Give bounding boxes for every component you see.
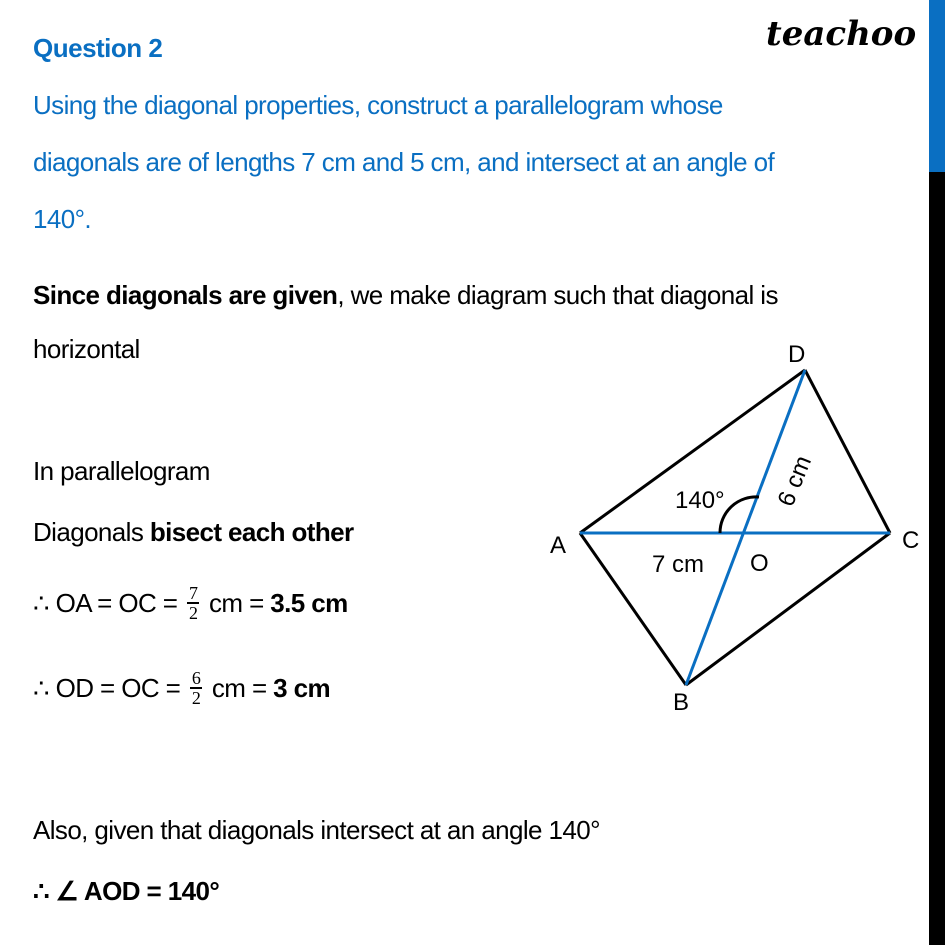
diagonal-bd — [686, 370, 805, 685]
equation-oa-oc — [33, 583, 348, 624]
eq1-denominator: 2 — [188, 603, 198, 623]
bisect-prefix: Diagonals — [33, 517, 150, 547]
sidebar-dark-bar — [929, 172, 945, 945]
vertex-label-d: D — [788, 341, 806, 368]
length-label-7cm: 7 cm — [652, 551, 705, 578]
side-dc — [805, 370, 890, 533]
solution-intro-line2: horizontal — [33, 334, 140, 364]
bisect-bold: bisect each other — [149, 517, 354, 547]
vertex-label-c: C — [902, 527, 920, 554]
equation-od-oc — [33, 668, 331, 709]
angle-arc — [720, 497, 759, 533]
parallelogram-sides — [580, 370, 890, 685]
fraction-7-2 — [187, 584, 199, 622]
also-statement: Also, given that diagonals intersect at an angle 140° — [33, 815, 600, 845]
teachoo-logo: teachoo — [766, 14, 917, 54]
eq1-mid: cm = — [202, 587, 271, 618]
question-title: Question 2 — [33, 33, 163, 63]
solution-intro — [33, 280, 778, 311]
vertex-label-b: B — [673, 689, 690, 716]
intro-rest: , we make diagram such that diagonal is — [337, 280, 778, 310]
diagonals — [580, 370, 890, 685]
eq1-numerator: 7 — [188, 583, 198, 603]
eq2-mid: cm = — [205, 672, 274, 703]
fraction-6-2 — [190, 669, 202, 707]
side-cb — [686, 533, 890, 685]
length-label-6cm: 6 cm — [772, 451, 818, 511]
sidebar-accent-bar — [929, 0, 945, 172]
eq2-denominator: 2 — [191, 688, 201, 708]
vertex-label-a: A — [550, 532, 567, 559]
center-label-o: O — [750, 550, 769, 577]
conclusion: ∴ ∠ AOD = 140° — [33, 876, 220, 906]
angle-label: 140° — [675, 487, 725, 514]
bisect-statement — [33, 517, 354, 548]
eq1-result: 3.5 cm — [270, 587, 348, 618]
question-line-2: diagonals are of lengths 7 cm and 5 cm, and intersect at an angle of — [33, 147, 775, 177]
eq2-result: 3 cm — [273, 672, 331, 703]
question-line-1: Using the diagonal properties, construct a parallelogram whose — [33, 90, 723, 120]
eq2-prefix: ∴ OD = OC = — [33, 672, 187, 703]
question-line-3: 140°. — [33, 204, 92, 234]
in-parallelogram: In parallelogram — [33, 456, 210, 486]
parallelogram-diagram — [540, 330, 930, 730]
eq2-numerator: 6 — [191, 668, 201, 688]
intro-bold: Since diagonals are given — [33, 280, 338, 310]
eq1-prefix: ∴ OA = OC = — [33, 587, 184, 618]
